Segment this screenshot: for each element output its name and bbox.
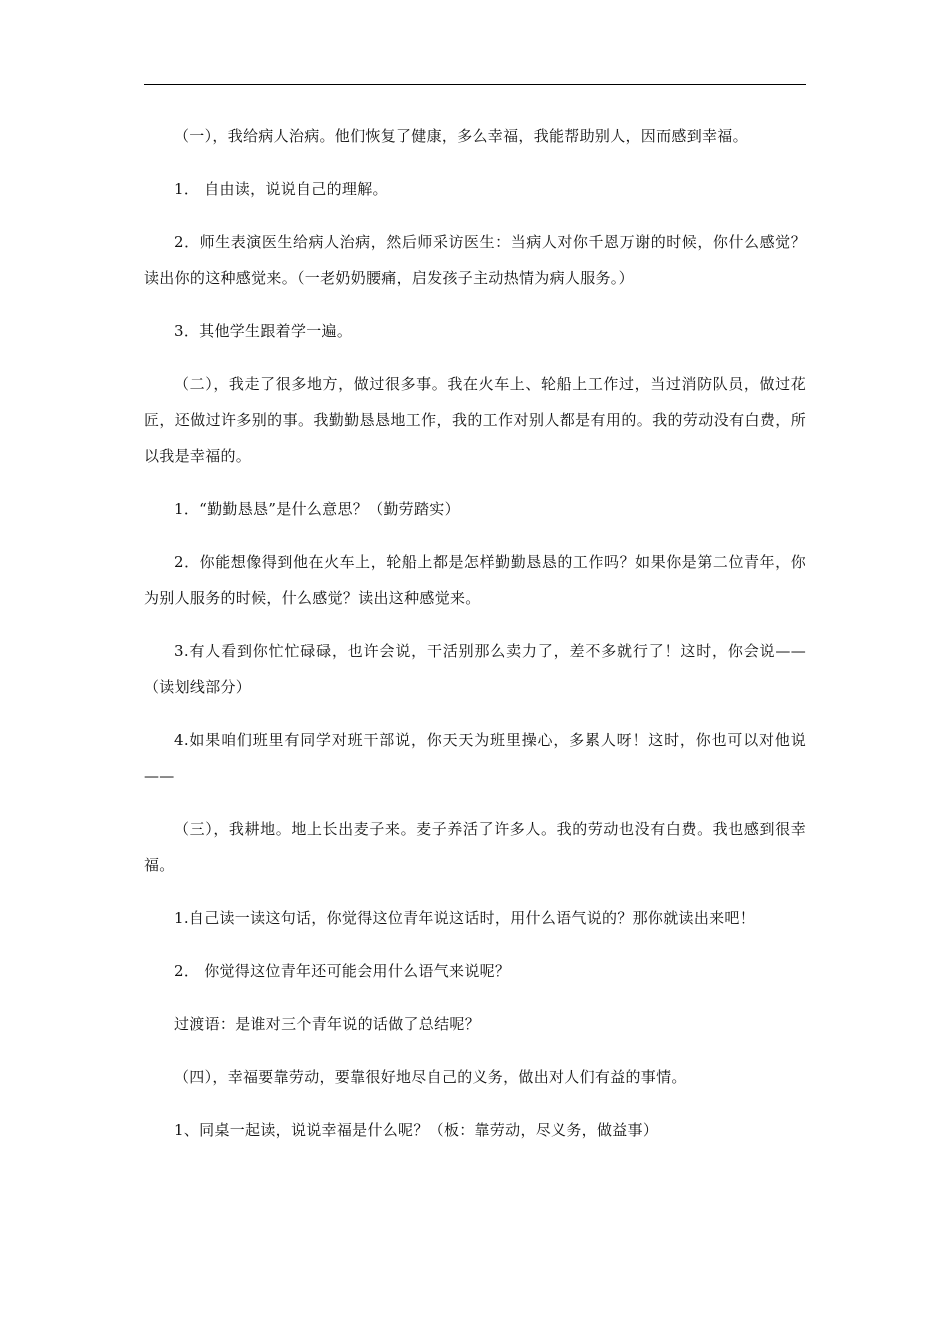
paragraph-item: 2．你能想像得到他在火车上，轮船上都是怎样勤勤恳恳的工作吗？如果你是第二位青年，你为别人服务的时候，什么感觉？读出这种感觉来。 [144, 553, 806, 607]
paragraph-item: 3.有人看到你忙忙碌碌，也许会说，干活别那么卖力了，差不多就行了！这时，你会说——（读划线部分） [144, 642, 806, 696]
paragraph-item: 3．其他学生跟着学一遍。 [174, 322, 353, 340]
paragraph-item: 2． 你觉得这位青年还可能会用什么语气来说呢？ [174, 962, 511, 980]
paragraph-section-3: （三），我耕地。地上长出麦子来。麦子养活了许多人。我的劳动也没有白费。我也感到很幸福。 [144, 820, 806, 874]
header-rule [144, 84, 806, 85]
paragraph-item: 2．师生表演医生给病人治病，然后师采访医生：当病人对你千恩万谢的时候，你什么感觉？读出你的这种感觉来。（一老奶奶腰痛，启发孩子主动热情为病人服务。） [144, 233, 806, 287]
paragraph-item: 4.如果咱们班里有同学对班干部说，你天天为班里操心，多累人呀！这时，你也可以对他说—— [144, 731, 806, 785]
paragraph-item: 1.自己读一读这句话，你觉得这位青年说这话时，用什么语气说的？那你就读出来吧！ [174, 909, 756, 927]
paragraph-item: 1． 自由读，说说自己的理解。 [174, 180, 388, 198]
paragraph-section-2: （二），我走了很多地方，做过很多事。我在火车上、轮船上工作过，当过消防队员，做过花匠，还做过许多别的事。我勤勤恳恳地工作，我的工作对别人都是有用的。我的劳动没有白费，所以我是幸福的。 [144, 375, 806, 465]
document-body [144, 118, 806, 1148]
paragraph-item: 1．“勤勤恳恳”是什么意思？（勤劳踏实） [174, 500, 460, 518]
paragraph-section-4: （四），幸福要靠劳动，要靠很好地尽自己的义务，做出对人们有益的事情。 [174, 1068, 687, 1086]
paragraph-section-1: （一），我给病人治病。他们恢复了健康，多么幸福，我能帮助别人，因而感到幸福。 [174, 127, 748, 145]
paragraph-transition: 过渡语：是谁对三个青年说的话做了总结呢？ [174, 1015, 481, 1033]
paragraph-item: 1、同桌一起读，说说幸福是什么呢？（板：靠劳动，尽义务，做益事） [174, 1121, 659, 1139]
